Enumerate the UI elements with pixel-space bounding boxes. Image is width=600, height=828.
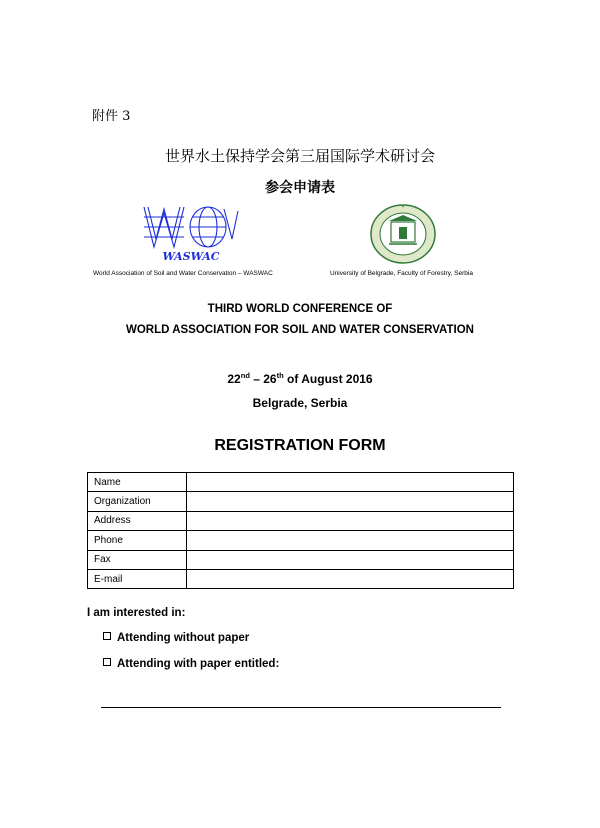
option-without-paper[interactable] bbox=[103, 632, 249, 644]
date-day1: 22 bbox=[227, 372, 241, 386]
email-field[interactable] bbox=[187, 569, 514, 588]
university-caption: University of Belgrade, Faculty of Forestry, Serbia bbox=[330, 270, 473, 277]
waswac-caption: World Association of Soil and Water Conservation – WASWAC bbox=[93, 270, 273, 277]
field-label-fax: Fax bbox=[88, 550, 187, 569]
waswac-logo bbox=[140, 203, 242, 263]
option-with-paper-label: Attending with paper entitled: bbox=[117, 658, 280, 670]
chinese-title: 世界水土保持学会第三届国际学术研讨会 bbox=[164, 147, 435, 165]
table-row bbox=[88, 531, 514, 550]
checkbox-icon[interactable] bbox=[103, 658, 111, 666]
field-label-organization: Organization bbox=[88, 492, 187, 511]
field-label-name: Name bbox=[88, 473, 187, 492]
table-row bbox=[88, 473, 514, 492]
paper-title-line[interactable] bbox=[101, 707, 501, 708]
fax-field[interactable] bbox=[187, 550, 514, 569]
field-label-phone: Phone bbox=[88, 531, 187, 550]
name-field[interactable] bbox=[187, 473, 514, 492]
organization-field[interactable] bbox=[187, 492, 514, 511]
university-seal-logo bbox=[369, 203, 437, 265]
waswac-logo-text: WASWAC bbox=[162, 250, 220, 263]
table-row bbox=[88, 492, 514, 511]
checkbox-icon[interactable] bbox=[103, 632, 111, 640]
field-label-email: E-mail bbox=[88, 569, 187, 588]
table-row bbox=[88, 569, 514, 588]
option-without-paper-label: Attending without paper bbox=[117, 632, 250, 644]
date-sup2: th bbox=[276, 371, 284, 380]
address-field[interactable] bbox=[187, 511, 514, 530]
date-sup1: nd bbox=[240, 371, 250, 380]
date-day2: 26 bbox=[263, 372, 277, 386]
conference-dates bbox=[0, 371, 600, 386]
registration-table bbox=[87, 472, 514, 589]
table-row bbox=[88, 511, 514, 530]
conference-title-line1: THIRD WORLD CONFERENCE OF bbox=[207, 303, 393, 315]
table-row bbox=[88, 550, 514, 569]
attachment-label: 附件 3 bbox=[92, 109, 131, 124]
conference-title-line2: WORLD ASSOCIATION FOR SOIL AND WATER CONSERVATION bbox=[126, 324, 474, 336]
date-rest: of August 2016 bbox=[283, 372, 373, 386]
date-separator: – bbox=[249, 372, 264, 386]
option-with-paper[interactable] bbox=[103, 658, 279, 670]
phone-field[interactable] bbox=[187, 531, 514, 550]
field-label-address: Address bbox=[88, 511, 187, 530]
chinese-subtitle: 参会申请表 bbox=[265, 180, 335, 196]
conference-venue: Belgrade, Serbia bbox=[252, 396, 348, 410]
form-title: REGISTRATION FORM bbox=[214, 437, 386, 454]
interest-heading: I am interested in: bbox=[87, 607, 186, 619]
